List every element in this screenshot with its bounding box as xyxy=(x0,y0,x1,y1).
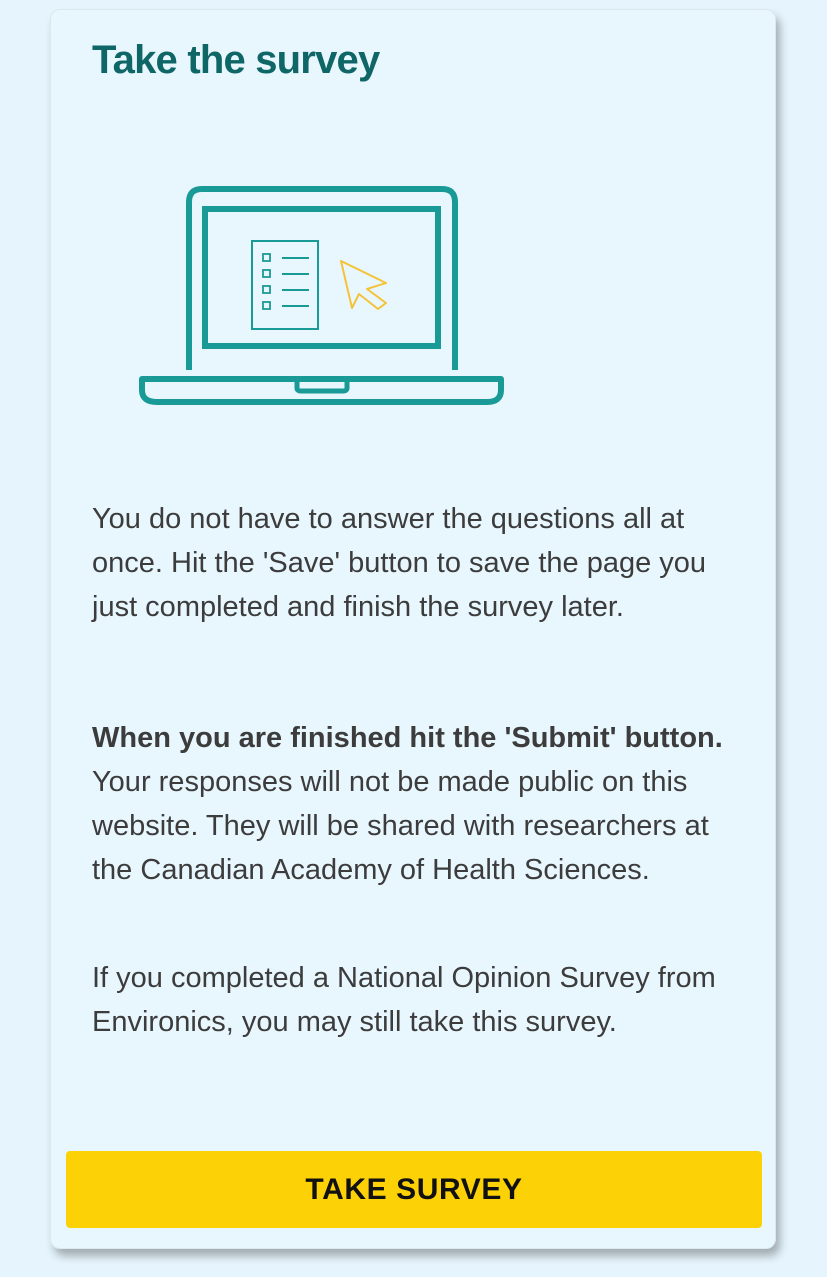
save-instructions-text: You do not have to answer the questions all at once. Hit the 'Save' button to save the page you just completed and finish the survey later. xyxy=(92,503,707,623)
submit-instructions-text xyxy=(92,716,732,892)
survey-card xyxy=(50,9,776,1249)
take-survey-button[interactable]: TAKE SURVEY xyxy=(66,1151,762,1228)
laptop-survey-icon xyxy=(139,184,505,406)
card-title: Take the survey xyxy=(92,38,380,82)
environics-note-text: If you completed a National Opinion Survey from Environics, you may still take this survey. xyxy=(92,962,716,1038)
submit-instructions-rest: Your responses will not be made public on this website. They will be shared with researchers at the Canadian Academy of Health Sciences. xyxy=(92,766,709,886)
submit-instructions-bold: When you are finished hit the 'Submit' button. xyxy=(92,722,723,754)
